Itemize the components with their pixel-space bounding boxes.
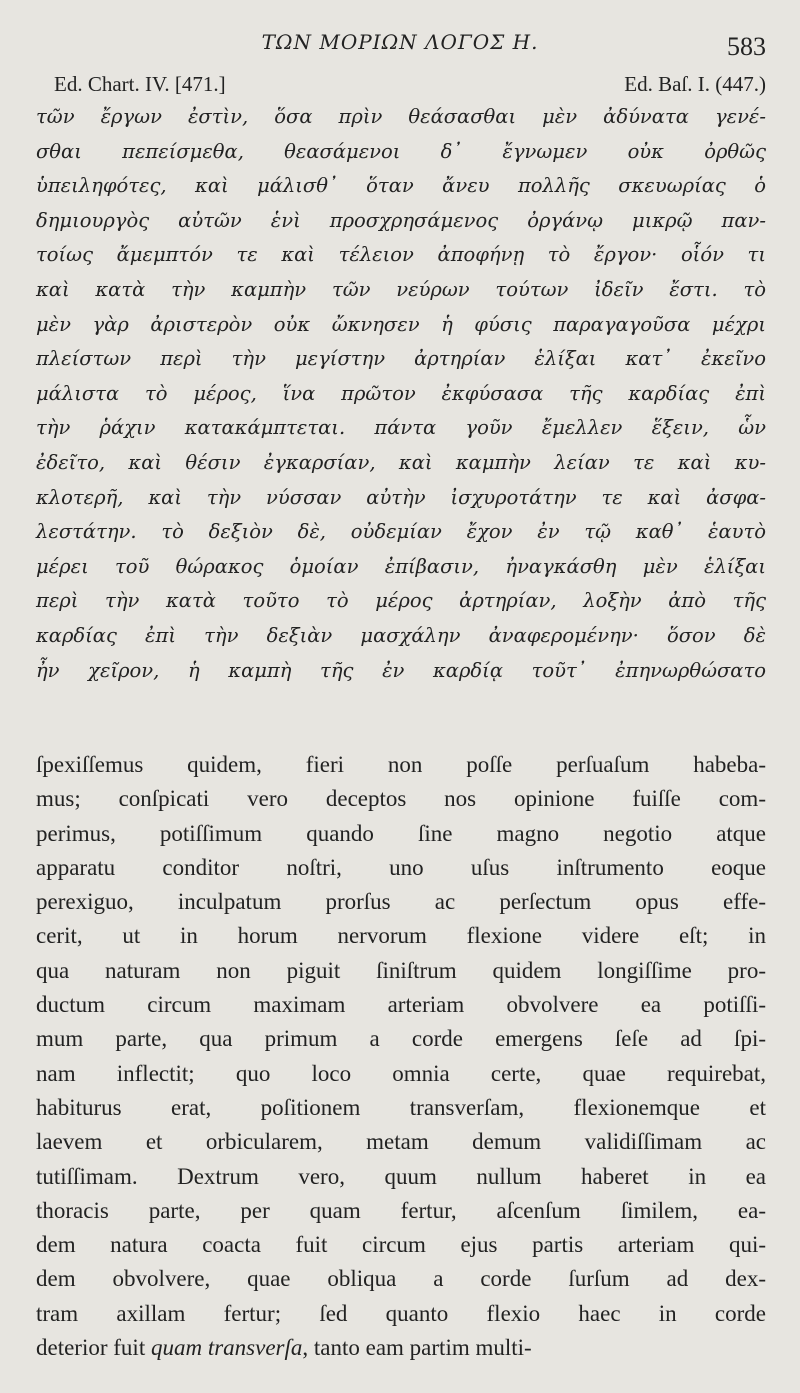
latin-line: mus; conſpicati vero deceptos nos opinione fuiſſe com-: [36, 786, 766, 812]
latin-final-text: deterior fuit: [36, 1335, 151, 1361]
greek-line: μέρει τοῦ θώρακος ὁμοίαν ἐπίβασιν, ἠναγκάσθη μὲν ἑλίξαι: [36, 554, 766, 578]
page-title: ΤΩΝ ΜΟΡΙΩΝ ΛΟΓΟΣ Η.: [261, 30, 539, 54]
latin-line: ductum circum maximam arteriam obvolvere ea potiſſi-: [36, 992, 766, 1018]
greek-line: πλείστων περὶ τὴν μεγίστην ἀρτηρίαν ἑλίξαι κατ᾽ ἐκεῖνο: [36, 347, 766, 371]
latin-italic-phrase: quam transverſa: [150, 1335, 303, 1361]
greek-line: τῶν ἔργων ἐστὶν, ὅσα πρὶν θεάσασθαι μὲν ἀδύνατα γενέ-: [36, 105, 766, 128]
latin-line: thoracis parte, per quam fertur, aſcenſum ſimilem, ea-: [36, 1197, 766, 1223]
greek-line: τοίως ἄμεμπτόν τε καὶ τέλειον ἀποφήνῃ τὸ ἔργον· οἷόν τι: [36, 243, 766, 267]
latin-line: apparatu conditor noſtri, uno uſus inſtrumento eoque: [36, 854, 766, 880]
greek-line: ἐδεῖτο, καὶ θέσιν ἐγκαρσίαν, καὶ καμπὴν λείαν τε καὶ κυ-: [36, 450, 766, 474]
latin-line: tram axillam fertur; ſed quanto flexio haec in corde: [36, 1300, 766, 1326]
greek-line: μὲν γὰρ ἀριστερὸν οὐκ ὤκνησεν ἡ φύσις παραγαγοῦσα μέχρι: [36, 312, 766, 336]
latin-line: dem natura coacta fuit circum ejus partis arteriam qui-: [36, 1232, 766, 1258]
latin-line: cerit, ut in horum nervorum flexione videre eſt; in: [36, 923, 766, 949]
running-head: [0, 30, 800, 62]
greek-line: κλοτερῆ, καὶ τὴν νύσσαν αὐτὴν ἰσχυροτάτην τε καὶ ἀσφα-: [36, 485, 766, 509]
greek-line: καὶ κατὰ τὴν καμπὴν τῶν νεύρων τούτων ἰδεῖν ἔστι. τὸ: [36, 277, 766, 301]
greek-line: δημιουργὸς αὐτῶν ἑνὶ προσχρησάμενος ὀργάνῳ μικρῷ παν-: [36, 208, 766, 232]
latin-line-final: [36, 1331, 766, 1365]
latin-line: habiturus erat, poſitionem transverſam, flexionemque et: [36, 1094, 766, 1120]
edition-reference-right: Ed. Baſ. I. (447.): [624, 72, 766, 96]
latin-line: ſpexiſſemus quidem, fieri non poſſe perſuaſum habeba-: [36, 752, 766, 777]
greek-line: ἦν χεῖρον, ἡ καμπὴ τῆς ἐν καρδίᾳ τοῦτ᾽ ἐπηνωρθώσατο: [36, 658, 766, 682]
latin-final-continuation: , tanto eam partim multi-: [302, 1335, 532, 1361]
latin-text-block: [36, 748, 766, 1365]
latin-line: qua naturam non piguit ſiniſtrum quidem longiſſime pro-: [36, 957, 766, 983]
latin-line: laevem et orbicularem, metam demum validiſſimam ac: [36, 1129, 766, 1155]
latin-line: nam inflectit; quo loco omnia certe, quae requirebat,: [36, 1060, 766, 1086]
greek-text-block: [36, 100, 766, 688]
greek-line: καρδίας ἐπὶ τὴν δεξιὰν μασχάλην ἀναφερομένην· ὅσον δὲ: [36, 623, 766, 647]
greek-line: σθαι πεπείσμεθα, θεασάμενοι δ᾽ ἔγνωμεν οὐκ ὀρθῶς: [36, 139, 766, 163]
latin-line: dem obvolvere, quae obliqua a corde ſurſum ad dex-: [36, 1266, 766, 1292]
latin-line: mum parte, qua primum a corde emergens ſeſe ad ſpi-: [36, 1026, 766, 1052]
greek-line: ὑπειληφότες, καὶ μάλισθ᾽ ὅταν ἄνευ πολλῆς σκευωρίας ὁ: [36, 174, 766, 198]
latin-line: perimus, potiſſimum quando ſine magno negotio atque: [36, 820, 766, 846]
greek-line: λεστάτην. τὸ δεξιὸν δὲ, οὐδεμίαν ἔχον ἐν τῷ καθ᾽ ἑαυτὸ: [36, 520, 766, 544]
edition-reference-left: Ed. Chart. IV. [471.]: [54, 72, 226, 96]
latin-line: tutiſſimam. Dextrum vero, quum nullum haberet in ea: [36, 1163, 766, 1189]
greek-line: μάλιστα τὸ μέρος, ἵνα πρῶτον ἐκφύσασα τῆς καρδίας ἐπὶ: [36, 381, 766, 405]
greek-line: τὴν ῥάχιν κατακάμπτεται. πάντα γοῦν ἔμελλεν ἕξειν, ὧν: [36, 416, 766, 440]
edition-references: [54, 72, 766, 98]
latin-line: perexiguo, inculpatum prorſus ac perſectum opus effe-: [36, 889, 766, 915]
page-number: 583: [727, 32, 766, 61]
greek-line: περὶ τὴν κατὰ τοῦτο τὸ μέρος ἀρτηρίαν, λοξὴν ἀπὸ τῆς: [36, 589, 766, 613]
